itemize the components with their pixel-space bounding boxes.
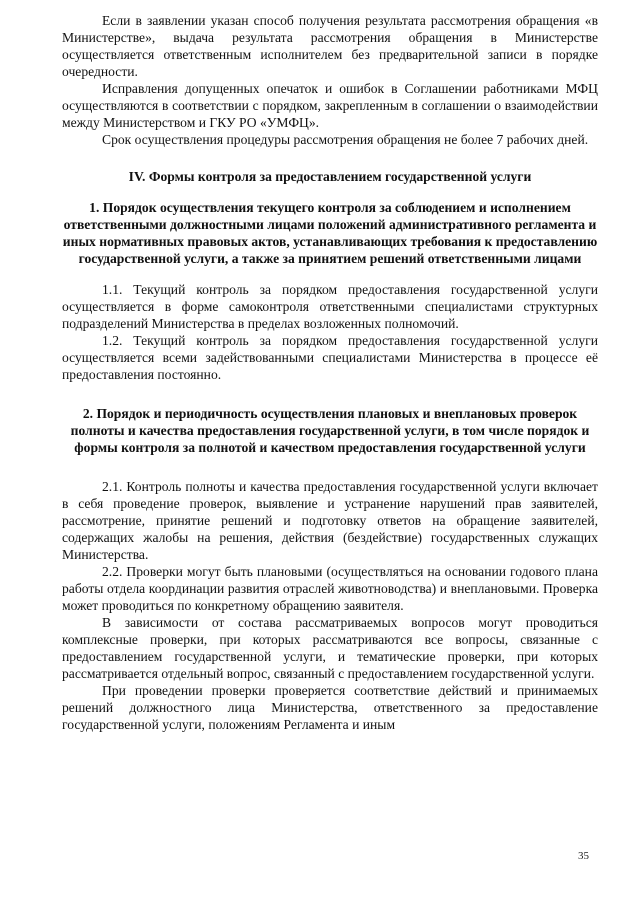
paragraph-processing-term: Срок осуществления процедуры рассмотрения обращения не более 7 рабочих дней.	[102, 132, 589, 147]
paragraph-corrections: Исправления допущенных опечаток и ошибок в Соглашении работниками МФЦ осуществляются в соответствии с порядком, закрепленным в соглашении о взаимодействии между Министерством и ГКУ РО «УМФЦ».	[62, 81, 598, 130]
paragraph-2-2: 2.2. Проверки могут быть плановыми (осуществляться на основании годового плана работы отдела координации развития отраслей животноводства) и внеплановыми. Проверка может проводиться по конкретному обращению заявителя.	[62, 564, 598, 613]
paragraph-2-4: При проведении проверки проверяется соответствие действий и принимаемых решений должностного лица Министерства, ответственного за предоставление государственной услуги, положениям Регламента и иным	[62, 683, 598, 732]
document-page	[62, 12, 598, 733]
section-title: IV. Формы контроля за предоставлением государственной услуги	[128, 169, 532, 184]
paragraph-1-1: 1.1. Текущий контроль за порядком предоставления государственной услуги осуществляется в форме самоконтроля ответственными специалистами структурных подразделений Министерства в пределах возложенных полномочий.	[62, 282, 598, 331]
subsection-2-title: 2. Порядок и периодичность осуществления плановых и внеплановых проверок полноты и качества предоставления государственной услуги, в том числе порядок и формы контроля за полнотой и качеством предоставления государственной услуги	[70, 406, 590, 455]
paragraph-2-3: В зависимости от состава рассматриваемых вопросов могут проводиться комплексные проверки, при которых рассматриваются все вопросы, связанные с предоставлением государственной услуги, и тематические проверки, при которых рассматривается отдельный вопрос, связанный с предоставлением государственной услуги.	[62, 615, 598, 681]
subsection-1-title: 1. Порядок осуществления текущего контроля за соблюдением и исполнением ответственными должностными лицами положений административного регламента и иных нормативных правовых актов, устанавливающих требования к предоставлению государственной услуги, а также за принятием решений ответственными лицами	[62, 200, 598, 266]
paragraph-1-2: 1.2. Текущий контроль за порядком предоставления государственной услуги осуществляется всеми задействованными специалистами Министерства в процессе её предоставления постоянно.	[62, 333, 598, 382]
page-number: 35	[578, 850, 589, 862]
paragraph-2-1: 2.1. Контроль полноты и качества предоставления государственной услуги включает в себя проведение проверок, выявление и устранение нарушений прав заявителей, рассмотрение, принятие решений и подготовку ответов на обращение заявителей, содержащих жалобы на решения, действия (бездействие) государственных служащих Министерства.	[62, 479, 598, 562]
paragraph-result-issuance: Если в заявлении указан способ получения результата рассмотрения обращения «в Министерстве», выдача результата рассмотрения обращения в Министерстве осуществляется ответственным исполнителем без предварительной записи в порядке очередности.	[62, 13, 598, 79]
